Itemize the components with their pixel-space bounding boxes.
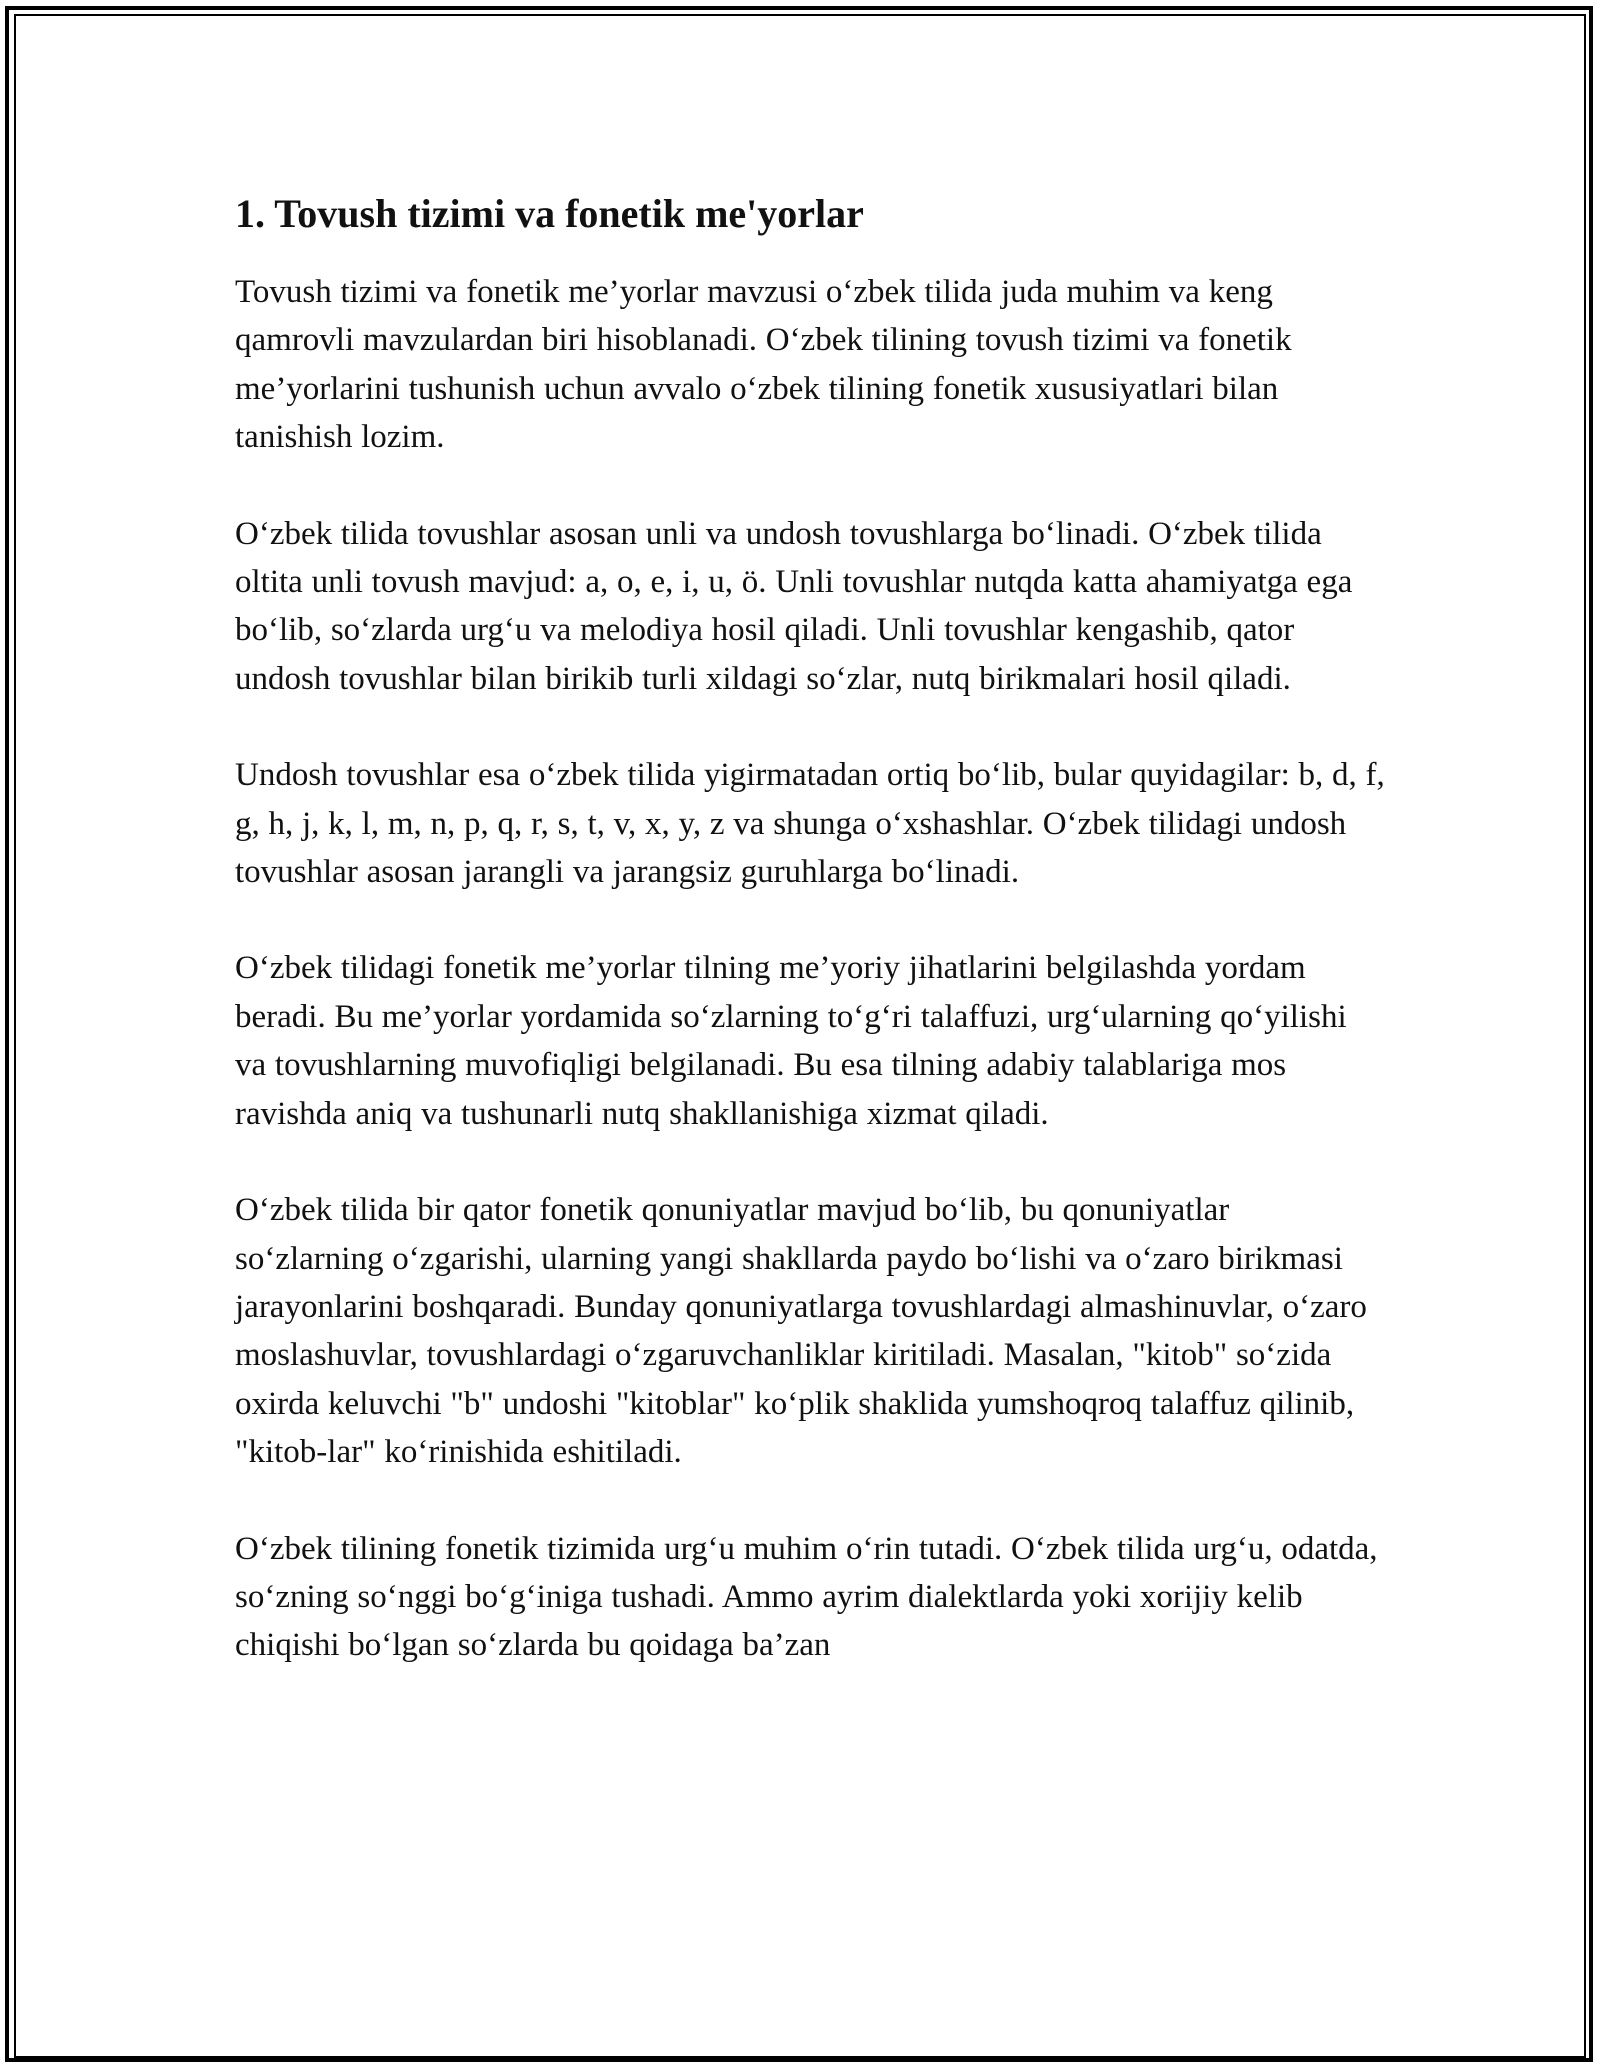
paragraph-4: O‘zbek tilidagi fonetik me’yorlar tilning me’yoriy jihatlarini belgilashda yordam beradi. Bu me’yorlar yordamida so‘zlarning to‘g‘ri talaffuzi, urg‘ularning qo‘yilishi va tovushlarning muvofiqligi belgilanadi. Bu esa tilning adabiy talablariga mos ravishda aniq va tushunarli nutq shakllanishiga xizmat qiladi. [235, 950, 1347, 1132]
paragraph-6: O‘zbek tilining fonetik tizimida urg‘u muhim o‘rin tutadi. O‘zbek tilida urg‘u, odatda, so‘zning so‘nggi bo‘g‘iniga tushadi. Ammo ayrim dialektlarda yoki xorijiy kelib chiqishi bo‘lgan so‘zlarda bu qoidaga ba’zan [235, 1530, 1378, 1664]
paragraph-5: O‘zbek tilida bir qator fonetik qonuniyatlar mavjud bo‘lib, bu qonuniyatlar so‘zlarning o‘zgarishi, ularning yangi shakllarda paydo bo‘lishi va o‘zaro birikmasi jarayonlarini boshqaradi. Bunday qonuniyatlarga tovushlardagi almashinuvlar, o‘zaro moslashuvlar, tovushlardagi o‘zgaruvchanliklar kiritiladi. Masalan, "kitob" so‘zida oxirda keluvchi "b" undoshi "kitoblar" ko‘plik shaklida yumshoqroq talaffuz qilinib, "kitob-lar" ko‘rinishida eshitiladi. [235, 1192, 1367, 1471]
paragraph-3: Undosh tovushlar esa o‘zbek tilida yigirmatadan ortiq bo‘lib, bular quyidagilar: b, d, f, g, h, j, k, l, m, n, p, q, r, s, t, v, x, y, z va shunga o‘xshashlar. O‘zbek tilidagi undosh tovushlar asosan jarangli va jarangsiz guruhlarga bo‘linadi. [235, 757, 1385, 891]
paragraph-2: O‘zbek tilida tovushlar asosan unli va undosh tovushlarga bo‘linadi. O‘zbek tilida oltita unli tovush mavjud: a, o, e, i, u, ö. Unli tovushlar nutqda katta ahamiyatga ega bo‘lib, so‘zlarda urg‘u va melodiya hosil qiladi. Unli tovushlar kengashib, qator undosh tovushlar bilan birikib turli xildagi so‘zlar, nutq birikmalari hosil qiladi. [235, 515, 1353, 697]
paragraph-1: Tovush tizimi va fonetik me’yorlar mavzusi o‘zbek tilida juda muhim va keng qamrovli mavzulardan biri hisoblanadi. O‘zbek tilining tovush tizimi va fonetik me’yorlarini tushunish uchun avvalo o‘zbek tilining fonetik xususiyatlari bilan tanishish lozim. [235, 274, 1292, 456]
section-title: 1. Tovush tizimi va fonetik me'yorlar [235, 191, 864, 236]
document-body [235, 180, 1385, 1718]
